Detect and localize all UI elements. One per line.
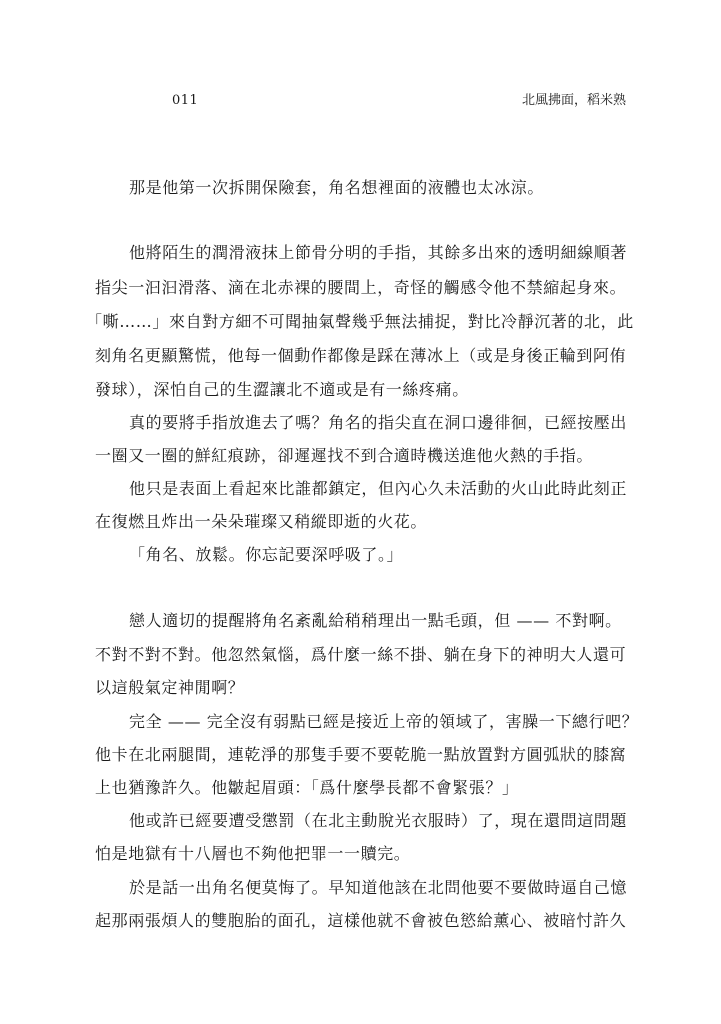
text-line: 上也猶豫許久。他皺起眉頭：「爲什麼學長都不會緊張？」: [95, 778, 519, 797]
text-line: 戀人適切的提醒將角名紊亂給稍稍理出一點毛頭，但 —— 不對啊。: [129, 611, 622, 630]
text-line: 刻角名更顯驚慌，他每一個動作都像是踩在薄冰上（或是身後正輪到阿侑: [95, 346, 627, 365]
text-line: 他只是表面上看起來比誰都鎮定，但內心久未活動的火山此時此刻正: [129, 479, 628, 498]
text-line: 他卡在北兩腿間，連乾淨的那隻手要不要乾脆一點放置對方圓弧狀的膝窩: [95, 745, 627, 764]
text-line: 真的要將手指放進去了嗎？角名的指尖直在洞口邊徘徊，已經按壓出: [129, 413, 628, 432]
text-line: 怕是地獄有十八層也不夠他把罪一一贖完。: [95, 844, 411, 863]
text-line: 在復燃且炸出一朵朵璀璨又稍縱即逝的火花。: [95, 512, 428, 531]
text-line: 他或許已經要遭受懲罰（在北主動脫光衣服時）了，現在還問這問題: [129, 811, 628, 830]
text-line: 「嘶……」來自對方細不可聞抽氣聲幾乎無法捕捉，對比冷靜沉著的北，此: [86, 312, 634, 331]
text-line: 那是他第一次拆開保險套，角名想裡面的液體也太冰涼。: [129, 178, 545, 197]
text-line: 一圈又一圈的鮮紅痕跡，卻遲遲找不到合適時機送進他火熱的手指。: [95, 446, 594, 465]
text-line: 指尖一汩汩滑落、滴在北赤裸的腰間上，奇怪的觸感令他不禁縮起身來。: [95, 278, 627, 297]
running-title: 北風拂面，稻米熟: [521, 93, 626, 108]
page-number: 011: [172, 93, 199, 108]
text-line: 以這般氣定神閒啊？: [95, 678, 245, 697]
text-line: 於是話一出角名便莫悔了。早知道他該在北問他要不要做時逼自己憶: [129, 878, 628, 897]
text-line: 完全 —— 完全沒有弱點已經是接近上帝的領域了，害臊一下總行吧？: [129, 712, 639, 731]
text-line: 「角名、放鬆。你忘記要深呼吸了。」: [129, 545, 404, 564]
text-line: 發球），深怕自己的生澀讓北不適或是有一絲疼痛。: [95, 380, 469, 399]
text-line: 他將陌生的潤滑液抹上節骨分明的手指，其餘多出來的透明細線順著: [129, 243, 628, 262]
text-line: 起那兩張煩人的雙胞胎的面孔，這樣他就不會被色慾給薰心、被暗忖許久: [95, 911, 627, 930]
text-line: 不對不對不對。他忽然氣惱，爲什麼一絲不掛、躺在身下的神明大人還可: [95, 645, 627, 664]
